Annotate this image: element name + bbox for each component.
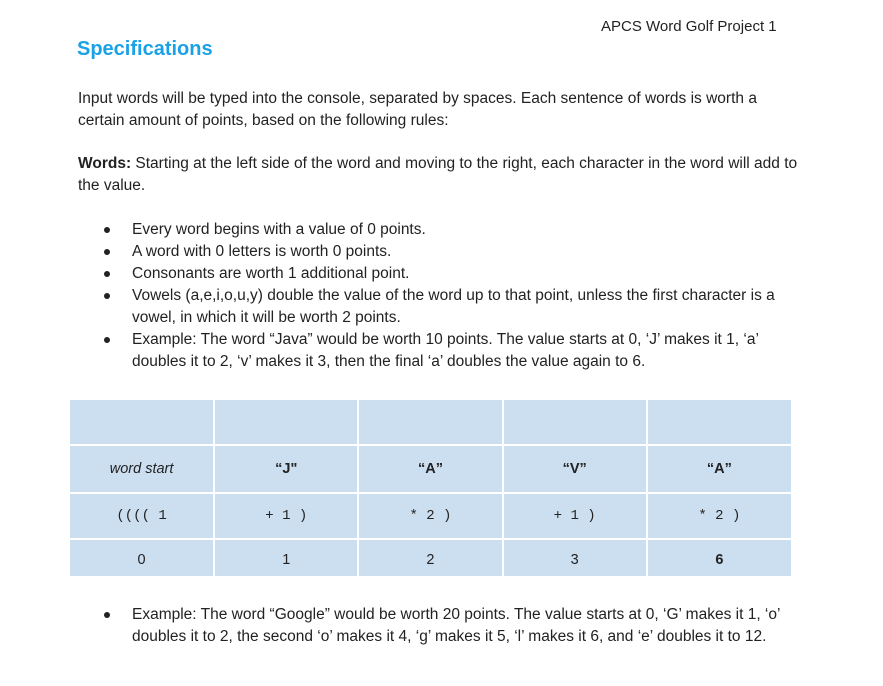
table-cell: * 2 )	[647, 493, 791, 539]
table-row	[70, 493, 791, 539]
table-cell	[70, 400, 214, 445]
document-header: APCS Word Golf Project 1	[601, 18, 777, 35]
table-cell: 0	[70, 539, 214, 580]
table-cell: + 1 )	[214, 493, 358, 539]
rules-list	[0, 219, 883, 373]
table-cell: + 1 )	[503, 493, 647, 539]
bullet-icon	[104, 249, 110, 255]
table-cell: 3	[503, 539, 647, 580]
words-label: Words:	[78, 155, 132, 172]
table-cell: 2	[358, 539, 502, 580]
intro-paragraph: Input words will be typed into the console, separated by spaces. Each sentence of words is worth a certain amount of points, based on the following rules:	[78, 90, 757, 129]
table-cell	[214, 400, 358, 445]
table-header-cell: “A”	[358, 445, 502, 493]
java-example-table	[70, 400, 791, 576]
table-cell: 6	[647, 539, 791, 580]
table-header-cell: “V”	[503, 445, 647, 493]
rules-list-continued	[0, 604, 883, 648]
section-title: Specifications	[77, 38, 213, 60]
table-row	[70, 539, 791, 580]
table-cell: * 2 )	[358, 493, 502, 539]
table-header-cell: word start	[70, 445, 214, 493]
bullet-icon	[104, 293, 110, 299]
words-rule-paragraph	[78, 153, 798, 197]
bullet-icon	[104, 612, 110, 618]
list-item: Example: The word “Google” would be worth 20 points. The value starts at 0, ‘G’ makes it 1, ‘o’ doubles it to 2, the second ‘o’ makes it 4, ‘g’ makes it 5, ‘l’ makes it 6, and ‘e’ doubles it to 12.	[0, 604, 883, 648]
list-item: Consonants are worth 1 additional point.	[0, 263, 883, 285]
table-cell	[647, 400, 791, 445]
table-cell: 1	[214, 539, 358, 580]
bullet-icon	[104, 227, 110, 233]
table-row	[70, 445, 791, 493]
list-item: Every word begins with a value of 0 points.	[0, 219, 883, 241]
bullet-icon	[104, 337, 110, 343]
table-row	[70, 400, 791, 445]
bullet-icon	[104, 271, 110, 277]
table-header-cell: “J"	[214, 445, 358, 493]
table-cell	[358, 400, 502, 445]
list-item: Vowels (a,e,i,o,u,y) double the value of the word up to that point, unless the first character is a vowel, in which it will be worth 2 points.	[0, 285, 883, 329]
table-cell	[503, 400, 647, 445]
list-item: Example: The word “Java” would be worth 10 points. The value starts at 0, ‘J’ makes it 1, ‘a’ doubles it to 2, ‘v’ makes it 3, then the final ‘a’ doubles the value again to 6.	[0, 329, 883, 373]
words-rule-text: Starting at the left side of the word and moving to the right, each character in the word will add to the value.	[78, 155, 798, 194]
list-item: A word with 0 letters is worth 0 points.	[0, 241, 883, 263]
table-cell: (((( 1	[70, 493, 214, 539]
table-header-cell: “A”	[647, 445, 791, 493]
